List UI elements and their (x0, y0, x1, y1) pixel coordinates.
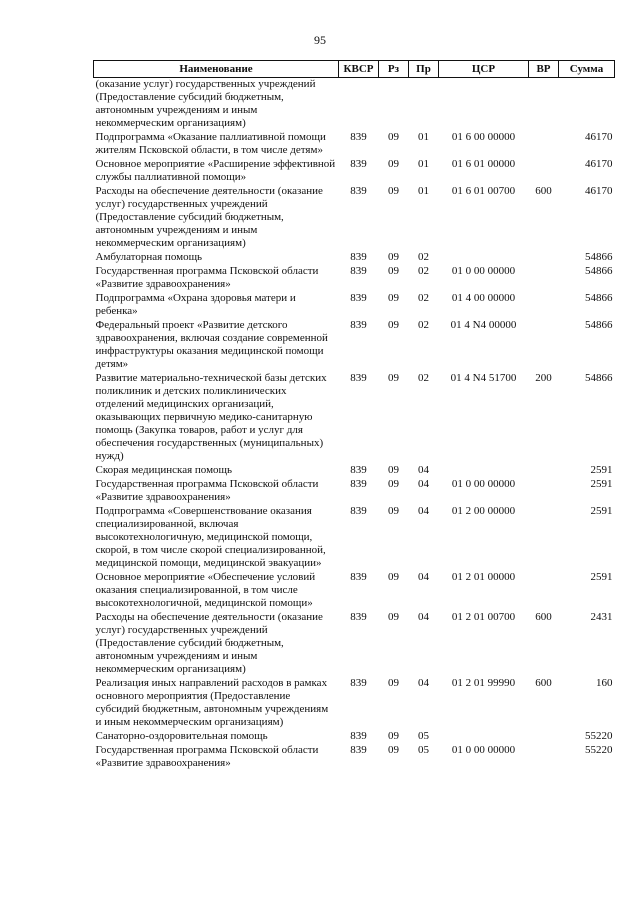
cell-pr: 05 (418, 730, 429, 742)
cell-pr: 02 (418, 292, 429, 304)
cell-csr (439, 78, 529, 132)
cell-sum: 2591 (590, 571, 613, 583)
cell-name: Расходы на обеспечение деятельности (оказание услуг) государственных учреждений (Предоставление субсидий бюджетным, автономным учреждениям и иным некоммерческим организациям) (95, 611, 323, 675)
cell-rz: 09 (388, 319, 399, 331)
cell-vr (529, 464, 559, 478)
cell-sum: 46170 (585, 158, 613, 170)
cell-kvsr: 839 (350, 478, 367, 490)
header-sum: Сумма (559, 61, 615, 78)
cell-csr: 01 0 00 00000 (451, 744, 516, 756)
table-body (94, 78, 615, 772)
cell-csr: 01 2 00 00000 (451, 505, 516, 517)
cell-kvsr (339, 78, 379, 132)
cell-kvsr: 839 (350, 677, 367, 689)
budget-table (93, 60, 615, 771)
cell-sum (559, 78, 615, 132)
cell-name: Федеральный проект «Развитие детского здравоохранения, включая создание современной инфраструктуры оказания медицинской помощи детям» (95, 319, 328, 370)
table-row (94, 505, 615, 571)
cell-rz: 09 (388, 251, 399, 263)
header-csr: ЦСР (439, 61, 529, 78)
cell-kvsr: 839 (350, 744, 367, 756)
cell-csr: 01 2 01 99990 (451, 677, 516, 689)
cell-vr (529, 292, 559, 319)
cell-rz: 09 (388, 730, 399, 742)
cell-pr: 04 (418, 478, 429, 490)
cell-sum: 55220 (585, 730, 613, 742)
cell-sum: 55220 (585, 744, 613, 756)
cell-name: Санаторно-оздоровительная помощь (95, 730, 268, 742)
cell-vr: 200 (535, 372, 552, 384)
cell-name: Расходы на обеспечение деятельности (оказание услуг) государственных учреждений (Предоставление субсидий бюджетным, автономным учреждениям и иным некоммерческим организациям) (95, 185, 323, 249)
cell-pr: 04 (418, 571, 429, 583)
cell-csr: 01 4 N4 00000 (450, 319, 517, 331)
cell-name: Реализация иных направлений расходов в рамках основного мероприятия (Предоставление субсидий бюджетным, автономным учреждениям и иным некоммерческим организациям) (95, 677, 329, 728)
cell-kvsr: 839 (350, 372, 367, 384)
cell-kvsr: 839 (350, 730, 367, 742)
cell-pr: 02 (418, 251, 429, 263)
cell-sum: 160 (596, 677, 613, 689)
cell-pr: 01 (418, 185, 429, 197)
cell-vr (529, 131, 559, 158)
cell-sum: 2431 (590, 611, 613, 623)
cell-rz: 09 (388, 185, 399, 197)
table-row (94, 78, 615, 132)
cell-kvsr: 839 (350, 251, 367, 263)
header-rz: Рз (379, 61, 409, 78)
cell-name: Основное мероприятие «Расширение эффективной службы паллиативной помощи» (95, 158, 336, 183)
cell-csr: 01 4 00 00000 (451, 292, 516, 304)
cell-kvsr: 839 (350, 611, 367, 623)
cell-kvsr: 839 (350, 319, 367, 331)
cell-vr (529, 158, 559, 185)
table-row (94, 611, 615, 677)
cell-rz: 09 (388, 292, 399, 304)
cell-name: Подпрограмма «Совершенствование оказания специализированной, включая высокотехнологичную, медицинской помощи, скорой, в том числе скорой специализированной, медицинской помощи, медицинской эвакуации» (95, 505, 326, 569)
cell-name: Скорая медицинская помощь (95, 464, 233, 476)
cell-pr (409, 78, 439, 132)
cell-vr (529, 251, 559, 265)
cell-pr: 04 (418, 677, 429, 689)
table-row (94, 464, 615, 478)
cell-vr (529, 478, 559, 505)
table-row (94, 571, 615, 611)
table-row (94, 730, 615, 744)
cell-vr (529, 730, 559, 744)
cell-kvsr: 839 (350, 185, 367, 197)
table-row (94, 158, 615, 185)
table-row (94, 265, 615, 292)
table-header-row (94, 61, 615, 78)
cell-csr (439, 251, 529, 265)
page-number: 95 (314, 33, 326, 47)
header-name: Наименование (94, 61, 339, 78)
cell-rz: 09 (388, 265, 399, 277)
cell-vr (529, 505, 559, 571)
cell-csr: 01 0 00 00000 (451, 265, 516, 277)
cell-name: (оказание услуг) государственных учреждений (Предоставление субсидий бюджетным, автономным учреждениям и иным некоммерческим организациям) (95, 78, 316, 129)
cell-name: Основное мероприятие «Обеспечение условий оказания специализированной, в том числе высокотехнологичной, медицинской помощи» (95, 571, 316, 609)
cell-kvsr: 839 (350, 292, 367, 304)
cell-pr: 04 (418, 464, 429, 476)
cell-pr: 05 (418, 744, 429, 756)
cell-rz (379, 78, 409, 132)
cell-name: Государственная программа Псковской области «Развитие здравоохранения» (95, 478, 319, 503)
cell-csr: 01 2 01 00700 (451, 611, 516, 623)
cell-name: Государственная программа Псковской области «Развитие здравоохранения» (95, 265, 319, 290)
cell-kvsr: 839 (350, 158, 367, 170)
cell-vr (529, 571, 559, 611)
cell-sum: 54866 (585, 265, 613, 277)
cell-vr (529, 265, 559, 292)
table-row (94, 131, 615, 158)
cell-kvsr: 839 (350, 265, 367, 277)
table-row (94, 677, 615, 730)
cell-rz: 09 (388, 372, 399, 384)
cell-sum: 46170 (585, 185, 613, 197)
table-row (94, 372, 615, 464)
cell-kvsr: 839 (350, 464, 367, 476)
table-row (94, 744, 615, 771)
cell-rz: 09 (388, 464, 399, 476)
cell-pr: 04 (418, 611, 429, 623)
cell-sum: 54866 (585, 251, 613, 263)
cell-rz: 09 (388, 677, 399, 689)
cell-name: Развитие материально-технической базы детских поликлиник и детских поликлинических отделений медицинских организаций, оказывающих первичную медико-санитарную помощь (Закупка товаров, работ и услуг для обеспечения государственных (муниципальных) нужд) (95, 372, 327, 462)
cell-pr: 02 (418, 265, 429, 277)
cell-kvsr: 839 (350, 571, 367, 583)
cell-csr: 01 6 01 00700 (451, 185, 516, 197)
cell-sum: 46170 (585, 131, 613, 143)
cell-csr: 01 6 00 00000 (451, 131, 516, 143)
cell-csr: 01 2 01 00000 (451, 571, 516, 583)
cell-rz: 09 (388, 158, 399, 170)
cell-name: Подпрограмма «Оказание паллиативной помощи жителям Псковской области, в том числе детям» (95, 131, 326, 156)
cell-vr: 600 (535, 677, 552, 689)
cell-pr: 02 (418, 319, 429, 331)
cell-sum: 54866 (585, 319, 613, 331)
header-kvsr: КВСР (339, 61, 379, 78)
cell-vr: 600 (535, 611, 552, 623)
cell-name: Подпрограмма «Охрана здоровья матери и ребенка» (95, 292, 296, 317)
cell-rz: 09 (388, 505, 399, 517)
cell-name: Государственная программа Псковской области «Развитие здравоохранения» (95, 744, 319, 769)
cell-vr (529, 319, 559, 372)
cell-pr: 04 (418, 505, 429, 517)
table-row (94, 292, 615, 319)
table-row (94, 319, 615, 372)
table-row (94, 478, 615, 505)
cell-csr (439, 730, 529, 744)
cell-vr (529, 744, 559, 771)
cell-kvsr: 839 (350, 131, 367, 143)
cell-csr: 01 4 N4 51700 (450, 372, 517, 384)
cell-csr (439, 464, 529, 478)
cell-sum: 54866 (585, 372, 613, 384)
cell-rz: 09 (388, 744, 399, 756)
header-vr: ВР (529, 61, 559, 78)
cell-sum: 2591 (590, 464, 613, 476)
cell-sum: 2591 (590, 478, 613, 490)
cell-rz: 09 (388, 131, 399, 143)
cell-csr: 01 6 01 00000 (451, 158, 516, 170)
header-pr: Пр (409, 61, 439, 78)
cell-rz: 09 (388, 611, 399, 623)
cell-kvsr: 839 (350, 505, 367, 517)
cell-name: Амбулаторная помощь (95, 251, 203, 263)
cell-vr: 600 (535, 185, 552, 197)
cell-sum: 2591 (590, 505, 613, 517)
cell-pr: 01 (418, 131, 429, 143)
cell-pr: 01 (418, 158, 429, 170)
table-row (94, 185, 615, 251)
table-row (94, 251, 615, 265)
cell-pr: 02 (418, 372, 429, 384)
cell-vr (529, 78, 559, 132)
cell-sum: 54866 (585, 292, 613, 304)
cell-rz: 09 (388, 571, 399, 583)
cell-csr: 01 0 00 00000 (451, 478, 516, 490)
cell-rz: 09 (388, 478, 399, 490)
